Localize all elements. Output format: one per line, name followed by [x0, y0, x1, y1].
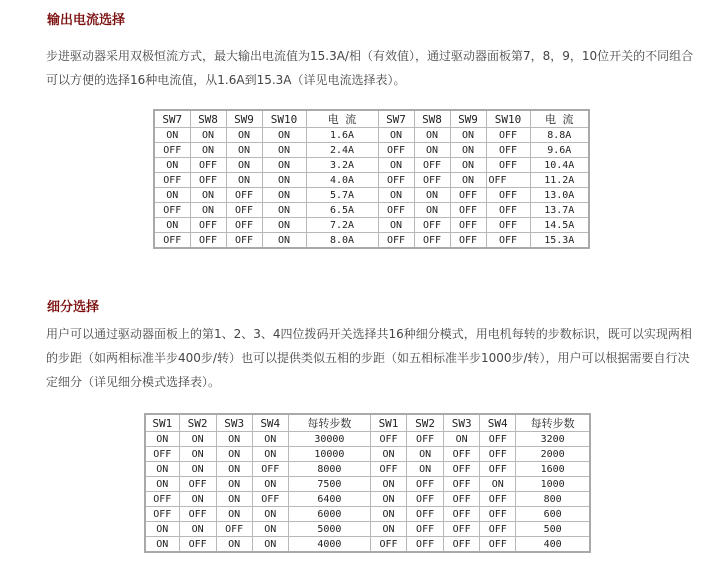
table-cell: OFF: [378, 233, 414, 249]
table-cell: OFF: [486, 218, 530, 233]
col-header-sw7: SW7: [378, 110, 414, 128]
table-cell: OFF: [444, 537, 480, 553]
col-header-sw8: SW8: [190, 110, 226, 128]
table-cell: 10.4A: [530, 158, 589, 173]
table-cell: ON: [190, 143, 226, 158]
table-cell: OFF: [252, 492, 288, 507]
table-cell: 2.4A: [306, 143, 378, 158]
col-header-sw4: SW4: [252, 414, 288, 432]
col-header-steps-per-rev: 每转步数: [288, 414, 370, 432]
table-cell: ON: [407, 447, 444, 462]
table-row: [145, 462, 590, 477]
table-cell: OFF: [444, 462, 480, 477]
table-cell: OFF: [226, 233, 262, 249]
col-header-sw1: SW1: [370, 414, 406, 432]
table-cell: OFF: [407, 477, 444, 492]
table-cell: OFF: [486, 158, 530, 173]
table-cell: OFF: [370, 537, 406, 553]
col-header-sw2: SW2: [179, 414, 216, 432]
table-cell: 9.6A: [530, 143, 589, 158]
table-cell: OFF: [370, 432, 406, 447]
table-cell: OFF: [190, 233, 226, 249]
table-cell: ON: [414, 128, 450, 143]
table-cell: OFF: [179, 477, 216, 492]
table-cell: 7.2A: [306, 218, 378, 233]
table-cell: ON: [216, 492, 252, 507]
table-cell: 4000: [288, 537, 370, 553]
paragraph-line: 步进驱动器采用双极恒流方式，最大输出电流值为15.3A/相（有效值），通过驱动器面板第7，8，9，10位开关的不同组合: [46, 49, 694, 63]
table-row: [154, 173, 589, 188]
table-cell: 3.2A: [306, 158, 378, 173]
table-cell: ON: [190, 188, 226, 203]
table-cell: OFF: [444, 492, 480, 507]
table-cell: 13.7A: [530, 203, 589, 218]
table-cell: 11.2A: [530, 173, 589, 188]
table-cell: OFF: [190, 158, 226, 173]
table-cell: ON: [262, 158, 306, 173]
table-cell: ON: [378, 218, 414, 233]
table-cell: 13.0A: [530, 188, 589, 203]
table-cell: OFF: [414, 158, 450, 173]
col-header-sw3: SW3: [444, 414, 480, 432]
table-cell: ON: [145, 477, 179, 492]
table-cell: 1.6A: [306, 128, 378, 143]
table-cell: ON: [407, 462, 444, 477]
table-cell: ON: [190, 128, 226, 143]
table-cell: OFF: [145, 507, 179, 522]
table-cell: 10000: [288, 447, 370, 462]
table-cell: ON: [216, 477, 252, 492]
table-cell: 600: [516, 507, 590, 522]
col-header-sw9: SW9: [450, 110, 486, 128]
microstep-selection-heading: 细分选择: [47, 300, 100, 315]
table-cell: ON: [370, 522, 406, 537]
table-row: [154, 203, 589, 218]
table-cell: OFF: [480, 462, 516, 477]
table-cell: 3200: [516, 432, 590, 447]
table-cell: ON: [450, 128, 486, 143]
table-cell: 8.0A: [306, 233, 378, 249]
table-row: [154, 158, 589, 173]
col-header-sw8: SW8: [414, 110, 450, 128]
table-cell: ON: [216, 507, 252, 522]
table-cell: OFF: [378, 203, 414, 218]
table-cell: OFF: [414, 218, 450, 233]
table-cell: 800: [516, 492, 590, 507]
table-cell: OFF: [450, 218, 486, 233]
table-cell: ON: [216, 447, 252, 462]
paragraph-line: 可以方便的选择16种电流值，从1.6A到15.3A（详见电流选择表）。: [46, 73, 406, 87]
table-cell: ON: [252, 537, 288, 553]
table-cell: OFF: [378, 143, 414, 158]
table-cell: OFF: [450, 188, 486, 203]
table-cell: OFF: [226, 188, 262, 203]
table-cell: OFF: [480, 492, 516, 507]
table-cell: OFF: [407, 432, 444, 447]
table-cell: ON: [154, 158, 190, 173]
table-cell: OFF: [444, 447, 480, 462]
paragraph-line: 定细分（详见细分模式选择表）。: [46, 375, 221, 389]
table-cell: ON: [226, 128, 262, 143]
table-cell: ON: [154, 188, 190, 203]
table-cell: ON: [414, 143, 450, 158]
table-cell: OFF: [226, 218, 262, 233]
table-cell: ON: [216, 432, 252, 447]
table-cell: OFF: [444, 522, 480, 537]
table-row: [145, 537, 590, 553]
table-cell: ON: [179, 447, 216, 462]
table-cell: 4.0A: [306, 173, 378, 188]
table-cell: ON: [226, 158, 262, 173]
table-cell: 2000: [516, 447, 590, 462]
table-cell: OFF: [450, 233, 486, 249]
table-cell: ON: [370, 507, 406, 522]
table-cell: 5000: [288, 522, 370, 537]
table-header-row: [154, 110, 589, 128]
table-cell: ON: [179, 492, 216, 507]
col-header-sw3: SW3: [216, 414, 252, 432]
col-header-sw7: SW7: [154, 110, 190, 128]
table-cell: 6.5A: [306, 203, 378, 218]
table-cell: OFF: [370, 462, 406, 477]
table-cell: ON: [444, 432, 480, 447]
table-cell: ON: [145, 462, 179, 477]
table-cell: OFF: [450, 203, 486, 218]
table-cell: 15.3A: [530, 233, 589, 249]
col-header-sw1: SW1: [145, 414, 179, 432]
table-cell: 14.5A: [530, 218, 589, 233]
table-cell: ON: [414, 188, 450, 203]
table-cell: ON: [216, 462, 252, 477]
table-cell: ON: [179, 462, 216, 477]
table-row: [145, 507, 590, 522]
table-cell: ON: [252, 507, 288, 522]
table-cell: ON: [262, 173, 306, 188]
table-cell: OFF: [252, 462, 288, 477]
table-cell: ON: [154, 218, 190, 233]
paragraph-line: 的步距（如两相标准半步400步/转）也可以提供类似五相的步距（如五相标准半步1000步/转），用户可以根据需要自行决: [46, 351, 690, 365]
table-row: [145, 432, 590, 447]
table-cell: OFF: [179, 507, 216, 522]
table-row: [145, 477, 590, 492]
table-cell: ON: [262, 143, 306, 158]
col-header-sw10: SW10: [262, 110, 306, 128]
table-cell: ON: [378, 188, 414, 203]
table-cell: 1600: [516, 462, 590, 477]
table-cell: ON: [262, 218, 306, 233]
table-cell: ON: [216, 537, 252, 553]
table-cell: ON: [378, 158, 414, 173]
table-cell: 5.7A: [306, 188, 378, 203]
table-cell: OFF: [414, 173, 450, 188]
paragraph-line: 用户可以通过驱动器面板上的第1、2、3、4四位拨码开关选择共16种细分模式，用电机每转的步数标识，既可以实现两相: [46, 327, 692, 341]
table-header-row: [145, 414, 590, 432]
table-row: [145, 492, 590, 507]
table-cell: ON: [450, 173, 486, 188]
table-cell: ON: [370, 477, 406, 492]
table-cell: OFF: [407, 522, 444, 537]
table-cell: OFF: [480, 522, 516, 537]
table-cell: 30000: [288, 432, 370, 447]
table-cell: ON: [145, 522, 179, 537]
table-cell: ON: [378, 128, 414, 143]
table-cell: ON: [370, 492, 406, 507]
table-cell: OFF: [407, 537, 444, 553]
table-cell: OFF: [486, 173, 530, 188]
table-cell: OFF: [444, 477, 480, 492]
table-row: [154, 143, 589, 158]
table-row: [154, 233, 589, 249]
table-cell: OFF: [486, 188, 530, 203]
table-cell: ON: [370, 447, 406, 462]
table-cell: OFF: [480, 537, 516, 553]
table-cell: ON: [252, 477, 288, 492]
col-header-sw10: SW10: [486, 110, 530, 128]
table-row: [145, 522, 590, 537]
table-cell: 8.8A: [530, 128, 589, 143]
microstep-selection-table: [144, 413, 591, 553]
col-header-sw2: SW2: [407, 414, 444, 432]
table-cell: OFF: [216, 522, 252, 537]
table-cell: OFF: [414, 233, 450, 249]
table-cell: OFF: [190, 218, 226, 233]
table-cell: OFF: [486, 143, 530, 158]
col-header-current: 电 流: [306, 110, 378, 128]
table-row: [154, 218, 589, 233]
table-cell: ON: [179, 522, 216, 537]
table-cell: ON: [252, 447, 288, 462]
table-cell: ON: [252, 432, 288, 447]
table-cell: OFF: [486, 233, 530, 249]
table-cell: ON: [179, 432, 216, 447]
current-selection-heading: 输出电流选择: [47, 13, 126, 28]
table-row: [154, 128, 589, 143]
table-cell: OFF: [154, 233, 190, 249]
col-header-current: 电 流: [530, 110, 589, 128]
current-selection-table: [153, 109, 590, 249]
table-cell: ON: [262, 203, 306, 218]
table-cell: OFF: [154, 173, 190, 188]
table-cell: 6400: [288, 492, 370, 507]
current-selection-paragraph: [46, 44, 706, 92]
table-cell: 6000: [288, 507, 370, 522]
table-cell: OFF: [480, 447, 516, 462]
table-cell: OFF: [480, 432, 516, 447]
table-cell: 500: [516, 522, 590, 537]
table-cell: ON: [480, 477, 516, 492]
table-cell: ON: [145, 537, 179, 553]
table-cell: ON: [145, 432, 179, 447]
table-cell: ON: [450, 158, 486, 173]
table-cell: ON: [262, 188, 306, 203]
table-cell: ON: [450, 143, 486, 158]
table-cell: OFF: [145, 492, 179, 507]
microstep-selection-paragraph: [46, 322, 706, 394]
table-cell: OFF: [190, 173, 226, 188]
table-cell: ON: [262, 128, 306, 143]
table-cell: ON: [414, 203, 450, 218]
table-cell: OFF: [226, 203, 262, 218]
table-cell: 7500: [288, 477, 370, 492]
table-cell: 8000: [288, 462, 370, 477]
table-cell: OFF: [154, 203, 190, 218]
table-cell: ON: [262, 233, 306, 249]
table-row: [154, 188, 589, 203]
table-cell: OFF: [407, 492, 444, 507]
table-cell: OFF: [444, 507, 480, 522]
table-cell: OFF: [179, 537, 216, 553]
table-cell: 400: [516, 537, 590, 553]
table-cell: 1000: [516, 477, 590, 492]
table-cell: ON: [226, 143, 262, 158]
col-header-steps-per-rev: 每转步数: [516, 414, 590, 432]
table-cell: OFF: [407, 507, 444, 522]
table-cell: OFF: [480, 507, 516, 522]
table-cell: OFF: [145, 447, 179, 462]
table-cell: ON: [190, 203, 226, 218]
table-cell: OFF: [486, 203, 530, 218]
table-cell: ON: [252, 522, 288, 537]
col-header-sw4: SW4: [480, 414, 516, 432]
table-cell: OFF: [486, 128, 530, 143]
table-cell: OFF: [154, 143, 190, 158]
table-row: [145, 447, 590, 462]
table-cell: ON: [154, 128, 190, 143]
table-cell: ON: [226, 173, 262, 188]
table-cell: OFF: [378, 173, 414, 188]
col-header-sw9: SW9: [226, 110, 262, 128]
